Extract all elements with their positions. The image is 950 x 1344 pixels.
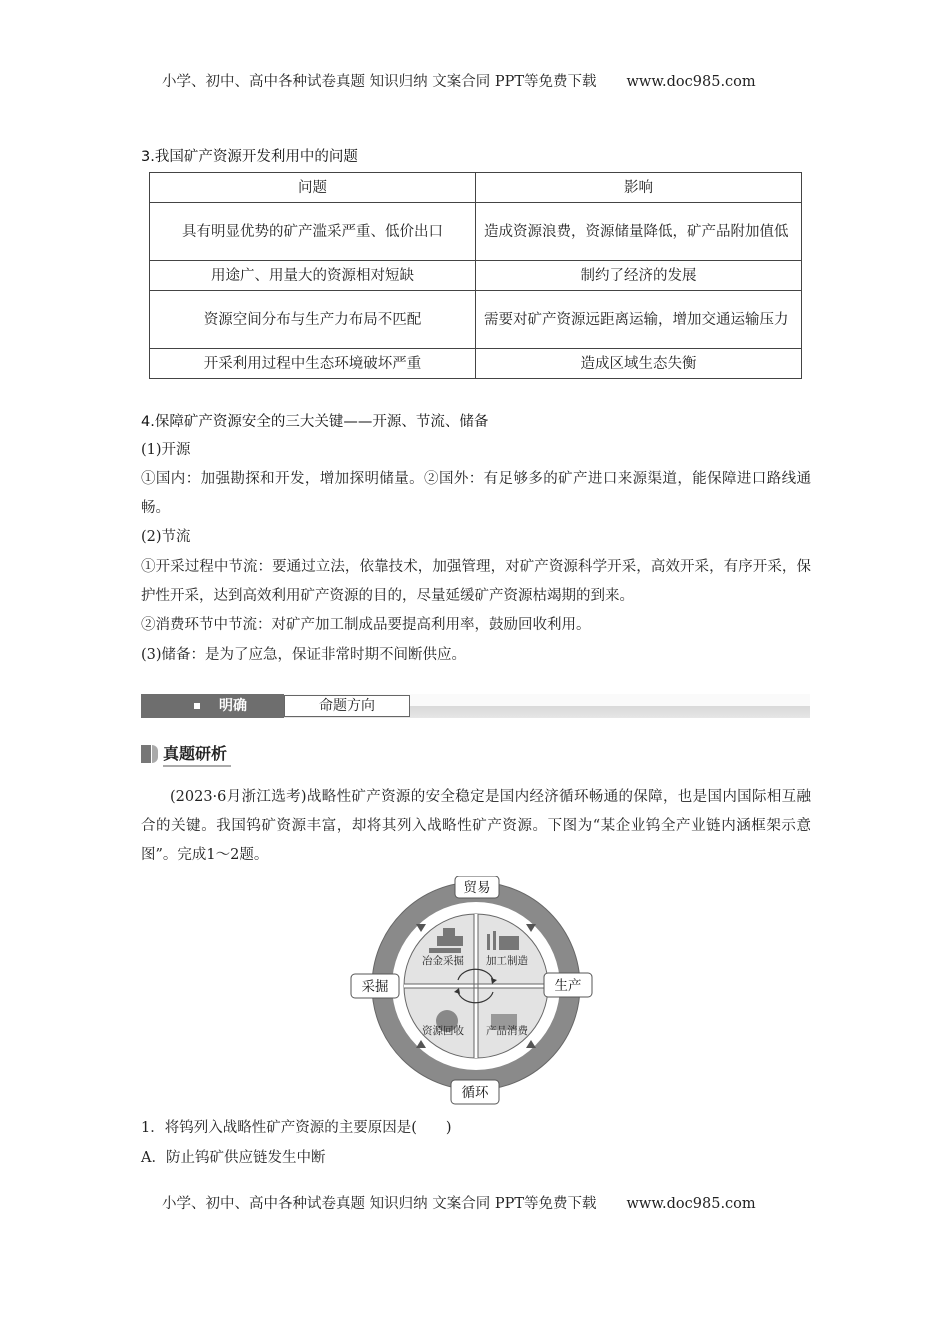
zhenti-title: 真题研析 xyxy=(163,743,231,767)
banner-dark-tab xyxy=(141,694,284,718)
question-1-option-a[interactable]: A．防止钨矿供应链发生中断 xyxy=(141,1150,326,1166)
svg-text:循环: 循环 xyxy=(461,1085,489,1101)
page-footer xyxy=(162,1192,802,1213)
question-1-stem: 1．将钨列入战略性矿产资源的主要原因是( ) xyxy=(141,1120,452,1136)
table-header-problem: 问题 xyxy=(150,173,476,203)
tungsten-chain-diagram xyxy=(345,876,607,1106)
svg-text:加工制造: 加工制造 xyxy=(486,955,528,967)
table-cell: 开采利用过程中生态环境破坏严重 xyxy=(150,349,476,379)
footer-url[interactable]: www.doc985.com xyxy=(626,1196,756,1212)
section-3-title: 3.我国矿产资源开发利用中的问题 xyxy=(141,149,358,165)
problems-table xyxy=(149,172,802,379)
section-banner xyxy=(141,694,810,718)
question-stem: (2023·6月浙江选考)战略性矿产资源的安全稳定是国内经济循环畅通的保障，也是国内国际相互融合的关键。我国钨矿资源丰富，却将其列入战略性矿产资源。下图为“某企业钨全产业链内涵框架示意图”。完成1～2题。 xyxy=(141,789,811,863)
table-cell: 造成资源浪费，资源储量降低，矿产品附加值低 xyxy=(476,203,802,261)
svg-text:生产: 生产 xyxy=(554,978,582,994)
table-cell: 制约了经济的发展 xyxy=(476,261,802,291)
svg-text:冶金采掘: 冶金采掘 xyxy=(422,955,464,967)
kaiyuan-heading: (1)开源 xyxy=(141,442,191,458)
jieliu-body-1: ①开采过程中节流：要通过立法，依靠技术，加强管理，对矿产资源科学开采，高效开采，有序开采，保护性开采，达到高效利用矿产资源的目的，尽量延缓矿产资源枯竭期的到来。 xyxy=(141,559,811,604)
table-cell: 造成区域生态失衡 xyxy=(476,349,802,379)
page-header xyxy=(162,70,802,91)
section-4-title: 4.保障矿产资源安全的三大关键——开源、节流、储备 xyxy=(141,414,489,430)
header-text: 小学、初中、高中各种试卷真题 知识归纳 文案合同 PPT等免费下载 xyxy=(162,74,597,90)
banner-white-label: 命题方向 xyxy=(284,695,410,717)
table-cell: 资源空间分布与生产力布局不匹配 xyxy=(150,291,476,349)
heading-marker-icon xyxy=(141,745,151,763)
table-row xyxy=(150,203,802,261)
table-cell: 需要对矿产资源远距离运输，增加交通运输压力 xyxy=(476,291,802,349)
svg-text:产品消费: 产品消费 xyxy=(486,1025,528,1037)
heading-marker-arc-icon xyxy=(152,745,158,763)
table-cell: 具有明显优势的矿产滥采严重、低价出口 xyxy=(150,203,476,261)
header-url[interactable]: www.doc985.com xyxy=(626,74,756,90)
diagram-svg xyxy=(345,876,607,1106)
svg-text:资源回收: 资源回收 xyxy=(422,1025,464,1037)
jieliu-body-2: ②消费环节中节流：对矿产加工制成品要提高利用率，鼓励回收利用。 xyxy=(141,617,591,633)
square-bullet-icon xyxy=(194,703,200,709)
table-row xyxy=(150,291,802,349)
banner-dark-label: 明确 xyxy=(219,698,247,714)
chubei-text: (3)储备：是为了应急，保证非常时期不间断供应。 xyxy=(141,647,467,663)
table-row xyxy=(150,261,802,291)
svg-text:贸易: 贸易 xyxy=(463,880,491,896)
table-row xyxy=(150,349,802,379)
svg-text:采掘: 采掘 xyxy=(361,979,389,995)
table-cell: 用途广、用量大的资源相对短缺 xyxy=(150,261,476,291)
table-header-impact: 影响 xyxy=(476,173,802,203)
kaiyuan-body: ①国内：加强勘探和开发，增加探明储量。②国外：有足够多的矿产进口来源渠道，能保障进口路线通畅。 xyxy=(141,471,811,516)
jieliu-heading: (2)节流 xyxy=(141,529,191,545)
footer-text: 小学、初中、高中各种试卷真题 知识归纳 文案合同 PPT等免费下载 xyxy=(162,1196,597,1212)
